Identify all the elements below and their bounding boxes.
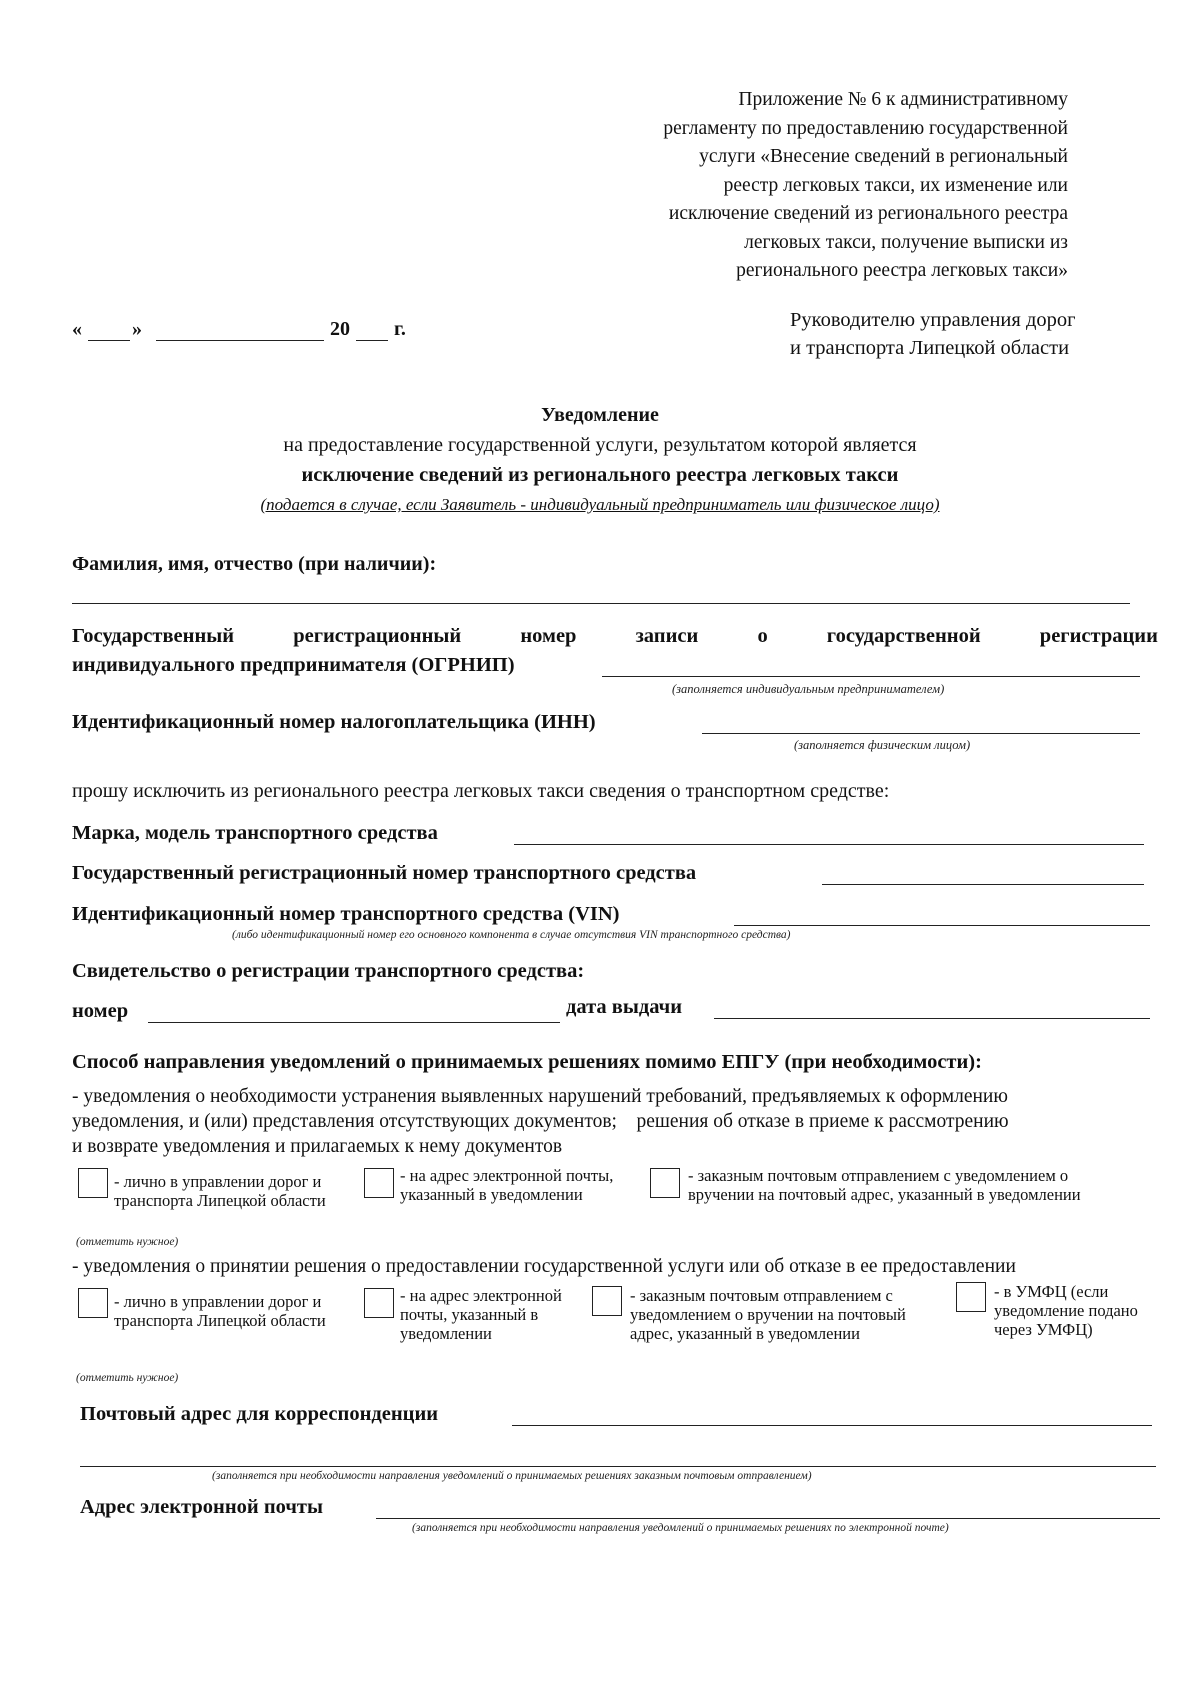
group1-text: [72, 1084, 1009, 1159]
appendix-line: регламенту по предоставлению государственной: [663, 117, 1068, 139]
ogrnip-word: Государственный: [72, 625, 235, 647]
appendix-line: реестр легковых такси, их изменение или: [723, 174, 1068, 196]
year-input-line[interactable]: [356, 340, 388, 341]
ogrnip-word: о: [757, 625, 768, 647]
appendix-line: легковых такси, получение выписки из: [744, 231, 1068, 253]
postal-input-line[interactable]: [512, 1425, 1152, 1426]
group2-postal-checkbox[interactable]: [592, 1286, 622, 1316]
inn-label: Идентификационный номер налогоплательщика (ИНН): [72, 711, 596, 733]
cert-label: Свидетельство о регистрации транспортного средства:: [72, 960, 585, 982]
group2-mark-note: (отметить нужное): [76, 1372, 179, 1384]
option-line: - заказным почтовым отправлением с: [630, 1286, 893, 1305]
year-prefix: 20: [330, 318, 350, 340]
document-title: Уведомление: [541, 404, 659, 426]
addressee-block: [790, 306, 1076, 362]
group1-email-label: [400, 1166, 613, 1204]
vin-label: Идентификационный номер транспортного средства (VIN): [72, 903, 620, 925]
email-note: (заполняется при необходимости направления уведомлений о принимаемых решениях по электронной почте): [412, 1522, 949, 1534]
option-line: уведомлением о вручении на почтовый: [630, 1305, 906, 1324]
date-close-quote: »: [132, 318, 142, 340]
brand-input-line[interactable]: [514, 844, 1144, 845]
ogrnip-word: номер: [520, 625, 577, 647]
postal-label: Почтовый адрес для корреспонденции: [80, 1403, 439, 1425]
option-line: уведомлении: [400, 1324, 492, 1343]
regnum-input-line[interactable]: [822, 884, 1144, 885]
group1-in-person-checkbox[interactable]: [78, 1168, 108, 1198]
option-line: транспорта Липецкой области: [114, 1191, 326, 1210]
group1-postal-checkbox[interactable]: [650, 1168, 680, 1198]
ogrnip-word: регистрации: [1039, 625, 1158, 647]
group1-email-checkbox[interactable]: [364, 1168, 394, 1198]
option-line: почты, указанный в: [400, 1305, 539, 1324]
cert-number-label: номер: [72, 1000, 129, 1022]
title-subject: исключение сведений из регионального реестра легковых такси: [301, 464, 899, 486]
ogrnip-word: регистрационный: [293, 625, 462, 647]
postal-note: (заполняется при необходимости направления уведомлений о принимаемых решениях заказным почтовым отправлением): [212, 1470, 812, 1482]
group2-email-label: [400, 1286, 562, 1343]
option-line: указанный в уведомлении: [400, 1185, 583, 1204]
appendix-line: регионального реестра легковых такси»: [736, 260, 1068, 281]
group2-in-person-label: [114, 1292, 326, 1330]
cert-date-label: дата выдачи: [566, 996, 683, 1018]
title-block: [0, 400, 1200, 520]
vin-note: (либо идентификационный номер его основного компонента в случае отсутствия VIN транспортного средства): [232, 929, 791, 941]
addressee-line: и транспорта Липецкой области: [790, 337, 1070, 359]
vin-input-line[interactable]: [734, 925, 1150, 926]
fio-input-line[interactable]: [72, 603, 1130, 604]
appendix-header: [598, 86, 1068, 286]
group2-email-checkbox[interactable]: [364, 1288, 394, 1318]
day-input-line[interactable]: [88, 340, 130, 341]
group1-in-person-label: [114, 1172, 326, 1210]
ogrnip-label: индивидуального предпринимателя (ОГРНИП): [72, 654, 515, 676]
fio-label: Фамилия, имя, отчество (при наличии):: [72, 553, 437, 575]
option-line: - лично в управлении дорог и: [114, 1292, 322, 1311]
option-line: - в УМФЦ (если: [994, 1282, 1109, 1301]
inn-input-line[interactable]: [702, 733, 1140, 734]
group1-mark-note: (отметить нужное): [76, 1236, 179, 1248]
email-label: Адрес электронной почты: [80, 1496, 323, 1518]
option-line: адрес, указанный в уведомлении: [630, 1324, 860, 1343]
addressee-line: Руководителю управления дорог: [790, 309, 1076, 331]
group1-postal-label: [688, 1166, 1081, 1204]
group2-text: - уведомления о принятии решения о предоставлении государственной услуги или об отказе в ее предоставлении: [72, 1256, 1016, 1277]
date-open-quote: «: [72, 318, 82, 340]
ogrnip-input-line[interactable]: [602, 676, 1140, 677]
option-line: транспорта Липецкой области: [114, 1311, 326, 1330]
title-note: (подается в случае, если Заявитель - индивидуальный предприниматель или физическое лицо): [260, 495, 940, 514]
cert-number-input-line[interactable]: [148, 1022, 560, 1023]
group1-line: - уведомления о необходимости устранения выявленных нарушений требований, предъявляемых к оформлению: [72, 1086, 1008, 1107]
inn-note: (заполняется физическим лицом): [794, 738, 971, 752]
postal-input-line-2[interactable]: [80, 1466, 1156, 1467]
option-line: - лично в управлении дорог и: [114, 1172, 322, 1191]
option-line: - на адрес электронной: [400, 1286, 562, 1305]
option-line: вручении на почтовый адрес, указанный в уведомлении: [688, 1185, 1081, 1204]
notifications-heading: Способ направления уведомлений о принимаемых решениях помимо ЕПГУ (при необходимости):: [72, 1051, 982, 1073]
ogrnip-label-line1: [72, 625, 1158, 648]
option-line: через УМФЦ): [994, 1320, 1093, 1339]
group1-line: и возврате уведомления и прилагаемых к нему документов: [72, 1136, 563, 1157]
ogrnip-word: записи: [635, 625, 699, 647]
email-input-line[interactable]: [376, 1518, 1160, 1519]
title-subline: на предоставление государственной услуги, результатом которой является: [283, 434, 917, 456]
group2-postal-label: [630, 1286, 906, 1343]
brand-label: Марка, модель транспортного средства: [72, 822, 438, 844]
cert-date-input-line[interactable]: [714, 1018, 1150, 1019]
group2-in-person-checkbox[interactable]: [78, 1288, 108, 1318]
regnum-label: Государственный регистрационный номер транспортного средства: [72, 862, 697, 884]
year-suffix: г.: [394, 318, 406, 340]
ogrnip-note: (заполняется индивидуальным предпринимателем): [672, 682, 945, 696]
month-input-line[interactable]: [156, 340, 324, 341]
option-line: - заказным почтовым отправлением с уведомлением о: [688, 1166, 1069, 1185]
group2-mfc-checkbox[interactable]: [956, 1282, 986, 1312]
option-line: уведомление подано: [994, 1301, 1138, 1320]
group1-line: уведомления, и (или) представления отсутствующих документов; решения об отказе в приеме к рассмотрению: [72, 1111, 1009, 1132]
request-text: прошу исключить из регионального реестра легковых такси сведения о транспортном средстве:: [72, 780, 890, 802]
appendix-line: Приложение № 6 к административному: [738, 89, 1068, 110]
ogrnip-word: государственной: [826, 625, 981, 647]
appendix-line: услуги «Внесение сведений в региональный: [699, 146, 1068, 167]
appendix-line: исключение сведений из регионального реестра: [668, 203, 1068, 224]
group2-mfc-label: [994, 1282, 1138, 1339]
option-line: - на адрес электронной почты,: [400, 1166, 614, 1185]
